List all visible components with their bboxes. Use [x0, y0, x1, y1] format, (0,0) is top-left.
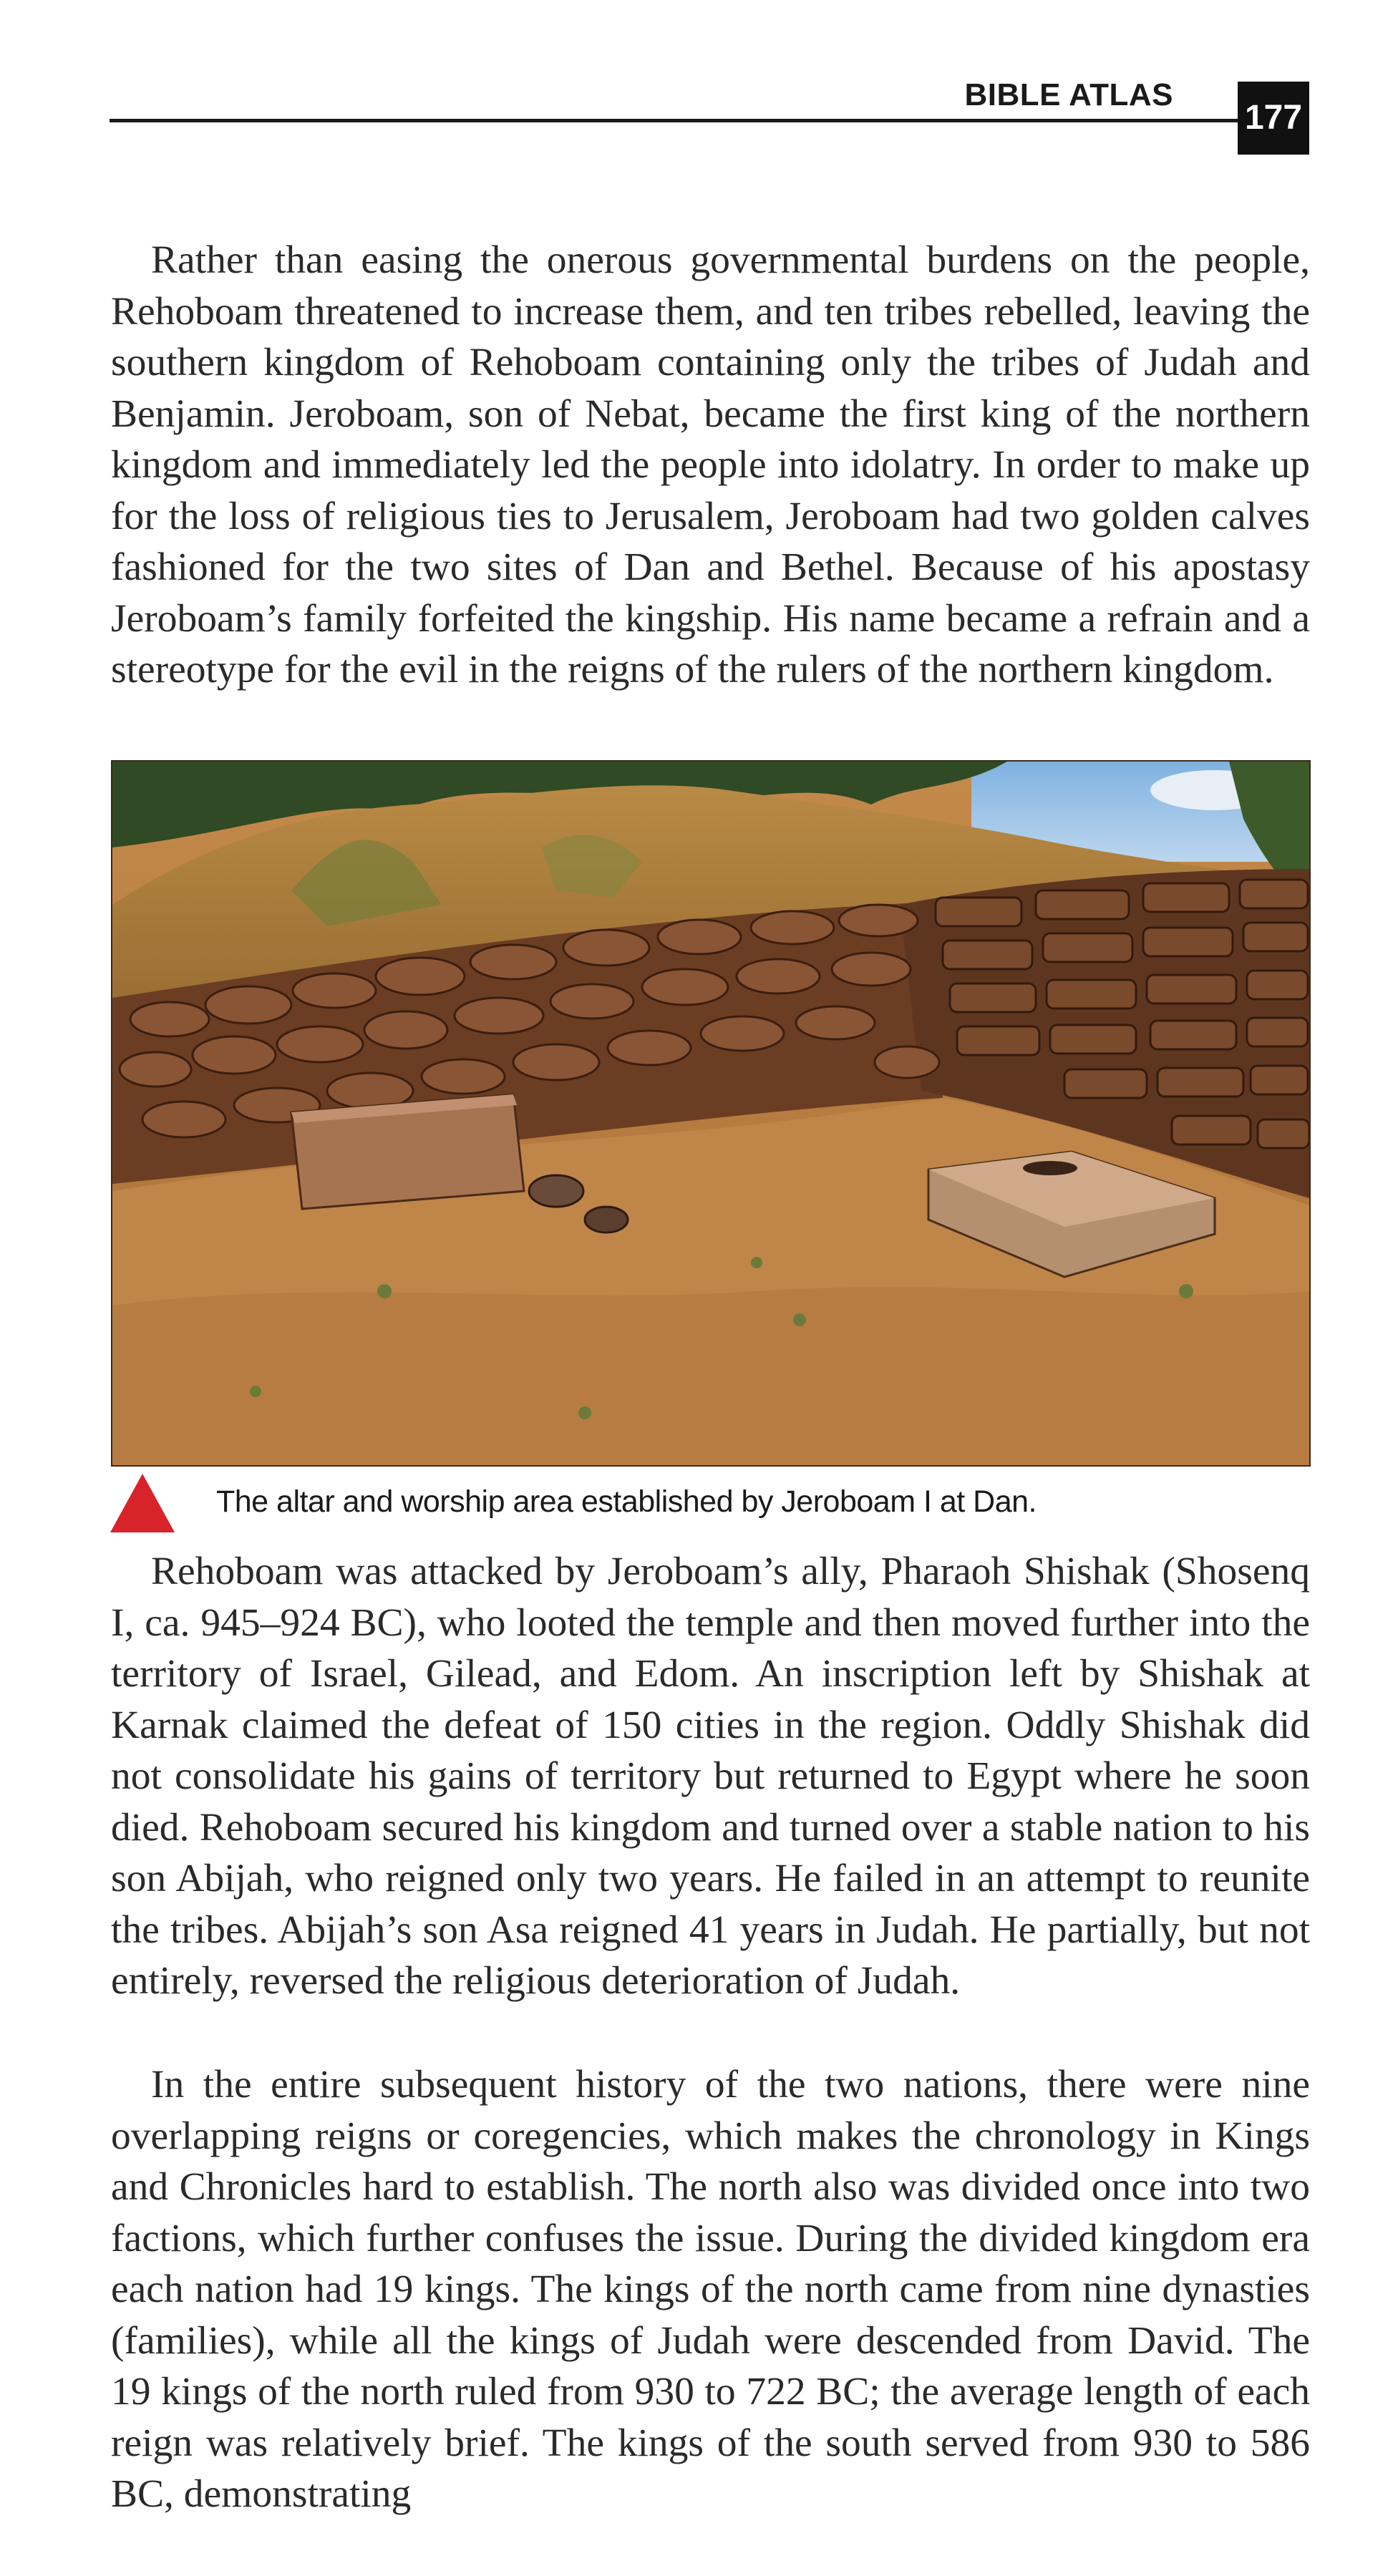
figure-caption: The altar and worship area established by Jeroboam I at Dan.: [216, 1484, 1037, 1519]
paragraph-1: Rather than easing the onerous governmental burdens on the people, Rehoboam threatened to increase them, and ten tribes rebelled, leaving the southern kingdom of Rehoboam containing only the tribes of Judah and Benjamin. Jeroboam, son of Nebat, became the first king of the northern kingdom and immediately led the people into idolatry. In order to make up for the loss of religious ties to Jerusalem, Jeroboam had two golden calves fashioned for the two sites of Dan and Bethel. Because of his apostasy Jeroboam’s family forfeited the kingship. His name became a refrain and a stereotype for the evil in the reigns of the rulers of the northern kingdom.: [111, 238, 1310, 691]
book-title: BIBLE ATLAS: [964, 77, 1173, 112]
red-triangle-icon: [109, 1471, 177, 1535]
paragraph-3: In the entire subsequent history of the two nations, there were nine overlapping reigns or coregencies, which makes the chronology in Kings and Chronicles hard to establish. The north also was divided once into two factions, which further confuses the issue. During the divided kingdom era each nation had 19 kings. The kings of the north came from nine dynasties (families), while all the kings of Judah were descended from David. The 19 kings of the north ruled from 930 to 722 BC; the average length of each reign was relatively brief. The kings of the south served from 930 to 586 BC, demonstrating: [111, 2063, 1310, 2516]
running-header: [110, 72, 1309, 157]
altar-photo: [111, 760, 1311, 1467]
page-number: 177: [1238, 82, 1309, 155]
paragraph-2: Rehoboam was attacked by Jeroboam’s ally, Pharaoh Shishak (Shosenq I, ca. 945–924 BC), who looted the temple and then moved further into the territory of Israel, Gilead, and Edom. An inscription left by Shishak at Karnak claimed the defeat of 150 cities in the region. Oddly Shishak did not consolidate his gains of territory but returned to Egypt where he soon died. Rehoboam secured his kingdom and turned over a stable nation to his son Abijah, who reigned only two years. He failed in an attempt to reunite the tribes. Abijah’s son Asa reigned 41 years in Judah. He partially, but not entirely, reversed the religious deterioration of Judah.: [111, 1550, 1310, 2003]
header-rule: [110, 119, 1238, 122]
